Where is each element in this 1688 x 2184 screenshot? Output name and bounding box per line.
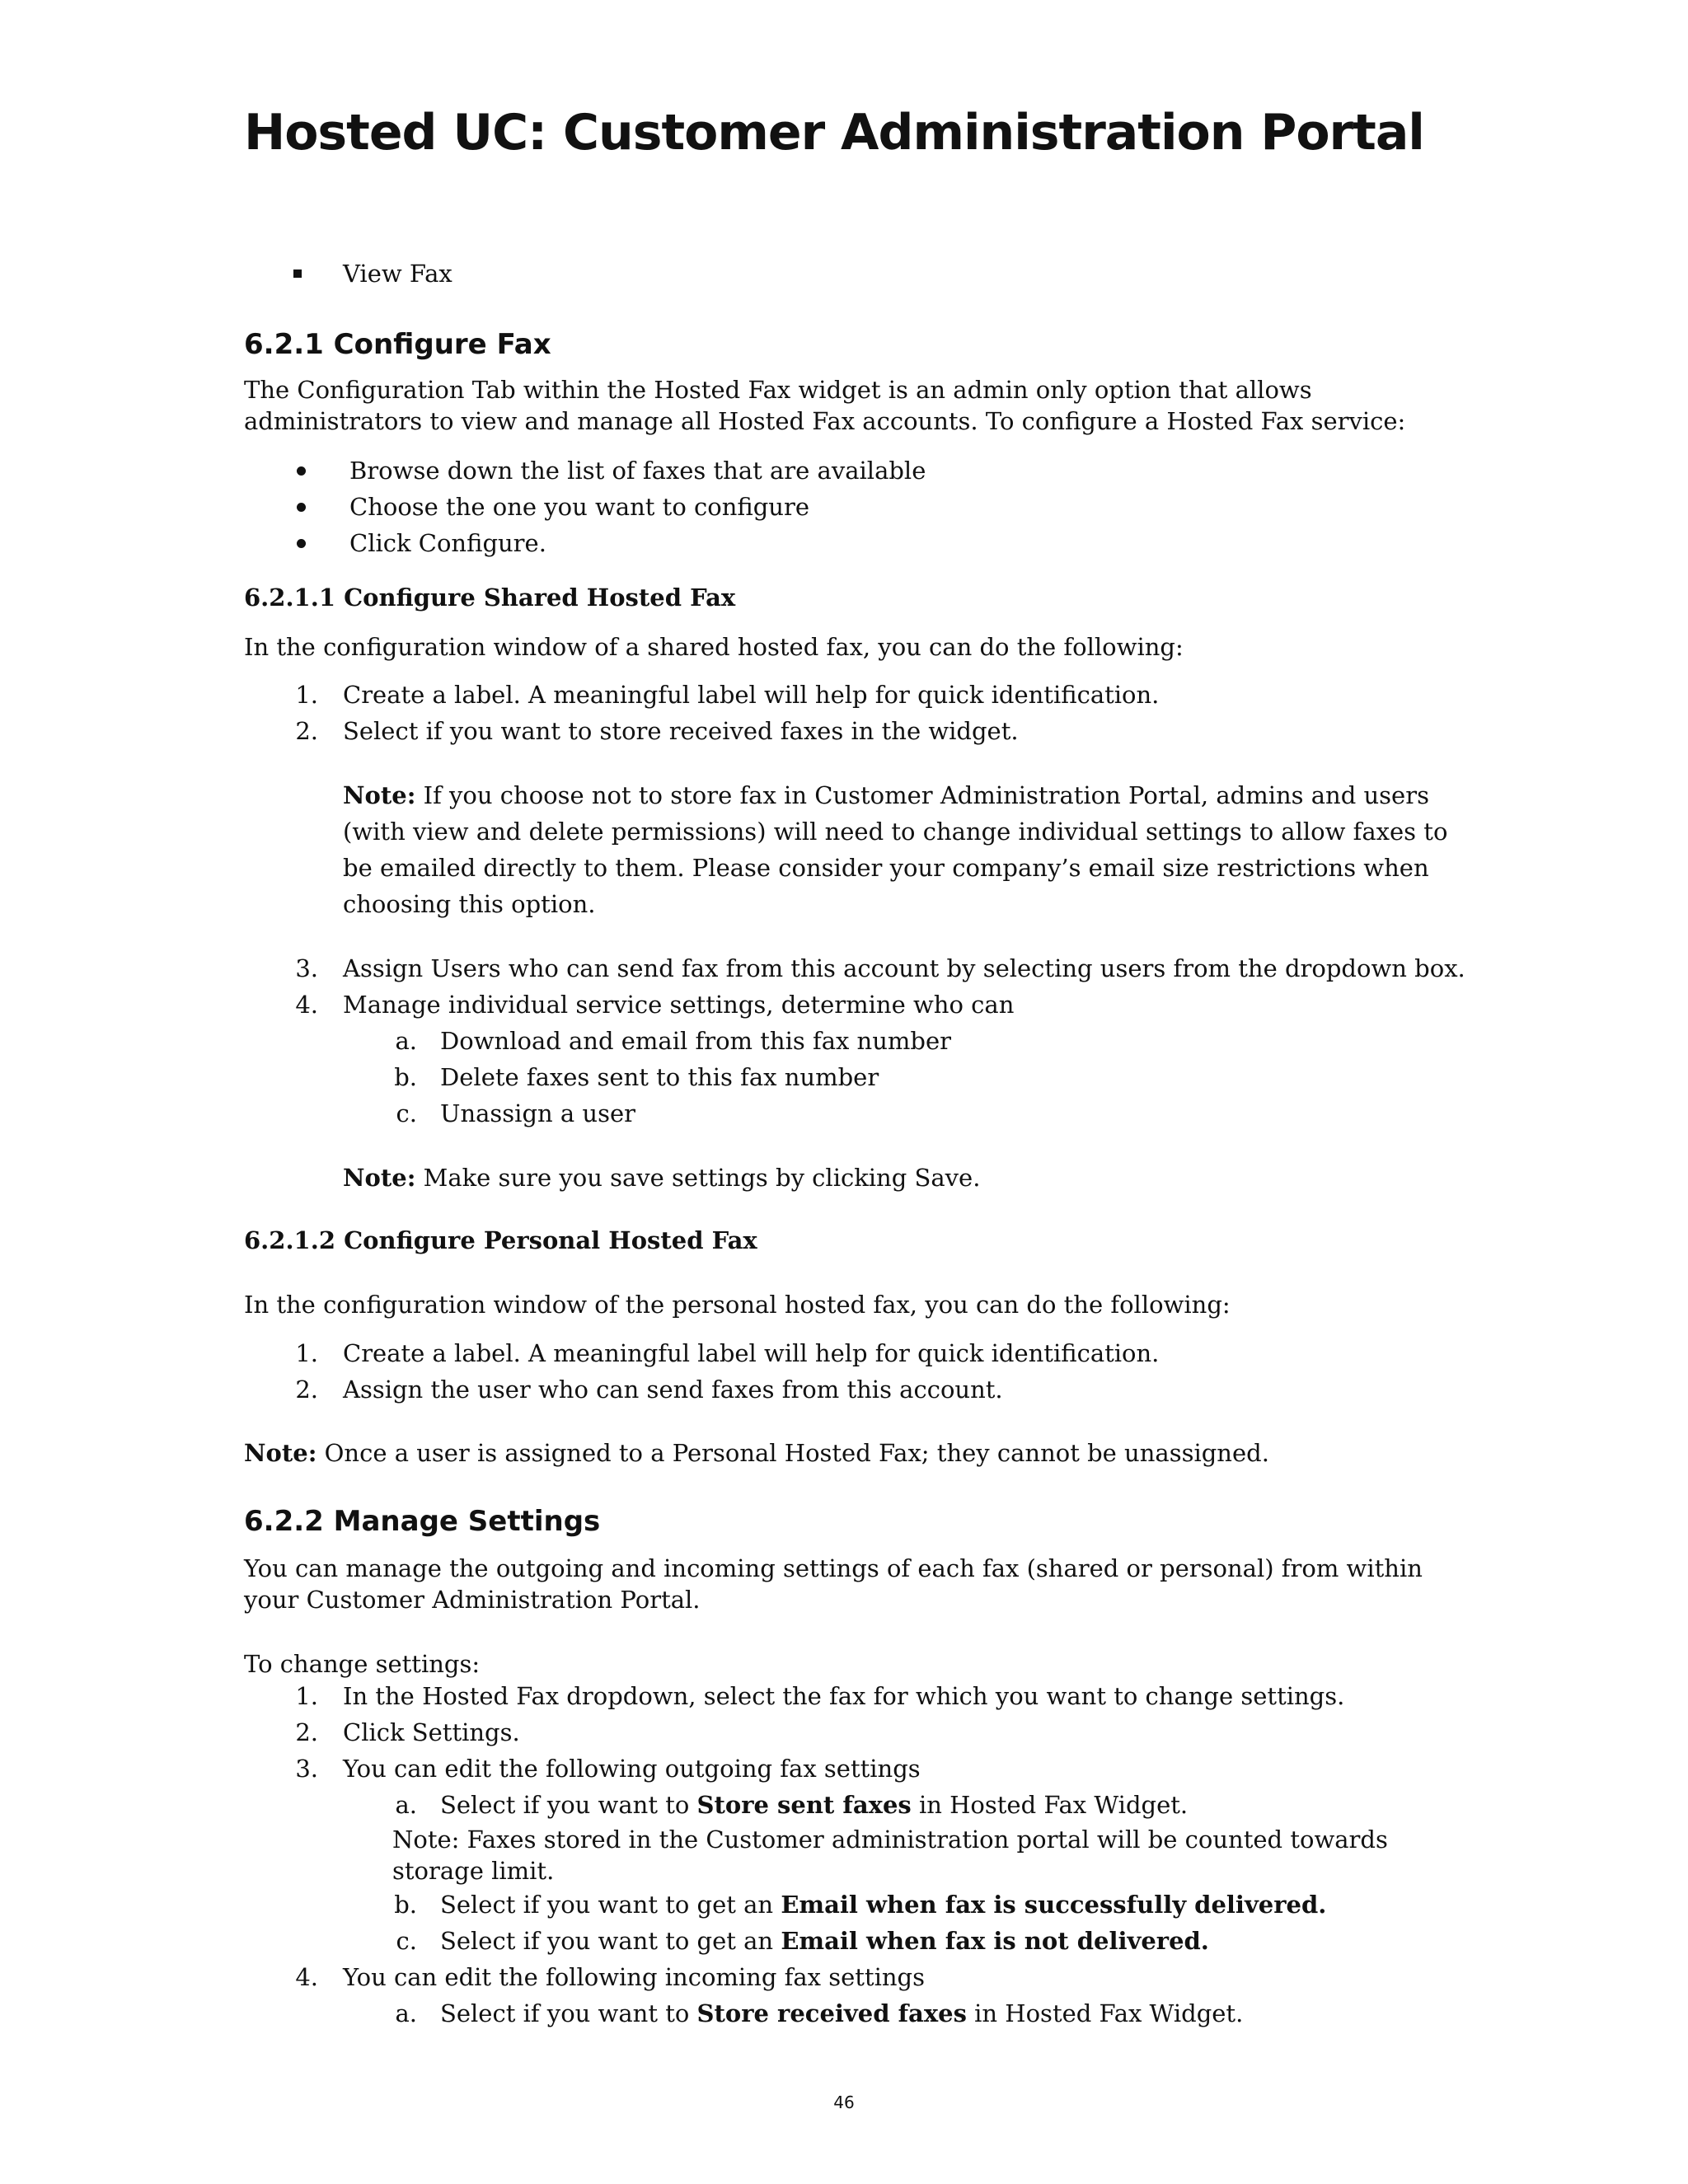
list-item-text: [440, 1790, 1188, 1820]
list-item-text: Create a label. A meaningful label will help for quick identification.: [343, 681, 1160, 709]
text-run: Select if you want to get an: [440, 1891, 781, 1919]
bold-run: Store sent faxes: [696, 1791, 912, 1819]
list-number: 2.: [295, 1718, 318, 1746]
list-number: 1.: [295, 1339, 318, 1367]
note-line: storage limit.: [392, 1857, 555, 1885]
note-text: Make sure you save settings by clicking Save.: [423, 1164, 981, 1192]
note-label: Note:: [244, 1439, 317, 1467]
list-item-text: Assign Users who can send fax from this account by selecting users from the dropdown box.: [343, 954, 1465, 982]
bullet-text: Click Configure.: [349, 529, 546, 557]
bold-run: Store received faxes: [696, 1999, 967, 2027]
list-letter: c.: [396, 1927, 417, 1955]
list-number: 2.: [295, 717, 318, 745]
list-item-text: Download and email from this fax number: [440, 1027, 952, 1055]
list-item-text: Select if you want to store received faxes in the widget.: [343, 717, 1019, 745]
note-line: (with view and delete permissions) will need to change individual settings to allow faxes to: [343, 818, 1448, 846]
bold-run: Email when fax is successfully delivered.: [781, 1891, 1327, 1919]
paragraph-line: You can manage the outgoing and incoming settings of each fax (shared or personal) from within: [244, 1554, 1423, 1582]
list-item-text: [440, 1926, 1209, 1956]
page-title: Hosted UC: Customer Administration Portal: [244, 104, 1424, 162]
list-item-text: Create a label. A meaningful label will help for quick identification.: [343, 1339, 1160, 1367]
subsection-heading: 6.2.1.1 Configure Shared Hosted Fax: [244, 583, 736, 612]
paragraph-line: In the configuration window of the personal hosted fax, you can do the following:: [244, 1291, 1231, 1319]
list-number: 3.: [295, 954, 318, 982]
paragraph-line: To change settings:: [244, 1650, 481, 1678]
list-letter: a.: [395, 1999, 417, 2027]
list-number: 1.: [295, 681, 318, 709]
list-number: 2.: [295, 1376, 318, 1404]
text-run: Select if you want to get an: [440, 1927, 781, 1955]
note-text: Once a user is assigned to a Personal Hosted Fax; they cannot be unassigned.: [324, 1439, 1269, 1467]
bullet-text: Browse down the list of faxes that are available: [349, 457, 926, 485]
list-number: 4.: [295, 991, 318, 1019]
text-run: Select if you want to: [440, 1999, 697, 2027]
note-label: Note:: [343, 1164, 416, 1192]
list-item-text: [440, 1890, 1326, 1919]
bullet-text: View Fax: [343, 260, 452, 288]
square-bullet-icon: [293, 269, 302, 278]
list-item-text: In the Hosted Fax dropdown, select the fax for which you want to change settings.: [343, 1682, 1345, 1710]
bullet-text: Choose the one you want to configure: [349, 493, 809, 521]
list-letter: a.: [395, 1027, 417, 1055]
list-letter: b.: [394, 1063, 417, 1091]
list-item-text: You can edit the following incoming fax settings: [343, 1963, 925, 1991]
note-line: Note: Faxes stored in the Customer administration portal will be counted towards: [392, 1825, 1388, 1854]
bullet-dot-icon: [297, 503, 306, 512]
page-number: 46: [833, 2093, 855, 2112]
list-letter: a.: [395, 1791, 417, 1819]
section-heading: 6.2.2 Manage Settings: [244, 1505, 601, 1538]
bullet-dot-icon: [297, 466, 306, 476]
paragraph-line: administrators to view and manage all Hosted Fax accounts. To configure a Hosted Fax service:: [244, 407, 1406, 435]
list-item-text: You can edit the following outgoing fax settings: [343, 1755, 921, 1783]
list-number: 1.: [295, 1682, 318, 1710]
text-run: in Hosted Fax Widget.: [966, 1999, 1244, 2027]
note-line: [244, 1438, 1269, 1468]
note-label: Note:: [343, 781, 416, 809]
text-run: in Hosted Fax Widget.: [911, 1791, 1189, 1819]
bold-run: Email when fax is not delivered.: [781, 1927, 1209, 1955]
list-item-text: [440, 1999, 1243, 2028]
note-line: [343, 1163, 980, 1193]
note-line: [343, 780, 1429, 810]
paragraph-line: your Customer Administration Portal.: [244, 1586, 701, 1614]
section-heading: 6.2.1 Configure Fax: [244, 328, 551, 361]
list-item-text: Assign the user who can send faxes from this account.: [343, 1376, 1003, 1404]
list-item-text: Click Settings.: [343, 1718, 520, 1746]
list-letter: c.: [396, 1099, 417, 1127]
list-number: 3.: [295, 1755, 318, 1783]
paragraph-line: The Configuration Tab within the Hosted Fax widget is an admin only option that allows: [244, 376, 1312, 404]
list-letter: b.: [394, 1891, 417, 1919]
note-text: If you choose not to store fax in Customer Administration Portal, admins and users: [423, 781, 1429, 809]
note-line: choosing this option.: [343, 890, 596, 918]
list-item-text: Delete faxes sent to this fax number: [440, 1063, 879, 1091]
list-item-text: Manage individual service settings, determine who can: [343, 991, 1015, 1019]
subsection-heading: 6.2.1.2 Configure Personal Hosted Fax: [244, 1226, 757, 1254]
paragraph-line: In the configuration window of a shared hosted fax, you can do the following:: [244, 633, 1184, 661]
bullet-dot-icon: [297, 539, 306, 548]
list-number: 4.: [295, 1963, 318, 1991]
text-run: Select if you want to: [440, 1791, 697, 1819]
note-line: be emailed directly to them. Please consider your company’s email size restrictions when: [343, 854, 1429, 882]
list-item-text: Unassign a user: [440, 1099, 635, 1127]
